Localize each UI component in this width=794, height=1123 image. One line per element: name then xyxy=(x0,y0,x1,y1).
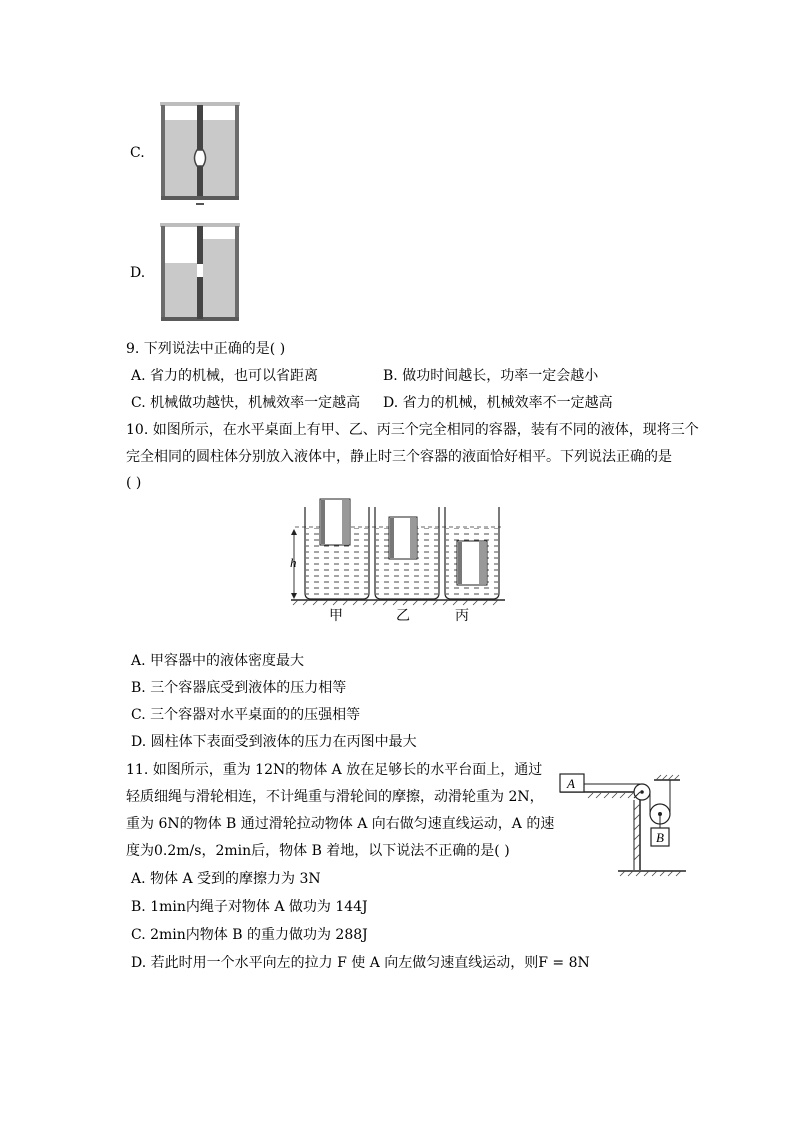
q11-stem-line4: 度为0.2m/s，2min后，物体 B 着地，以下说法不正确的是( ) xyxy=(126,843,510,859)
label-jia: 甲 xyxy=(329,608,343,624)
label-bing: 丙 xyxy=(455,608,469,624)
q10-option-a: A. 甲容器中的液体密度最大 xyxy=(131,653,305,669)
q8-option-c-label: C. xyxy=(130,145,145,161)
q10-stem-line3: ( ) xyxy=(126,475,142,491)
q10-option-c: C. 三个容器对水平桌面的的压强相等 xyxy=(131,707,361,723)
q8-option-d-label: D. xyxy=(130,265,146,281)
q11-option-b: B. 1min内绳子对物体 A 做功为 144J xyxy=(131,899,368,915)
q9-option-a: A. 省力的机械，也可以省距离 xyxy=(131,368,319,384)
q11-option-c: C. 2min内物体 B 的重力做功为 288J xyxy=(131,927,368,943)
q10-stem-line1: 10. 如图所示，在水平桌面上有甲、乙、丙三个完全相同的容器，装有不同的液体，现将三个 xyxy=(126,422,699,438)
h-label: h xyxy=(290,555,297,570)
q11-option-d: D. 若此时用一个水平向左的拉力 F 使 A 向左做匀速直线运动，则F = 8N xyxy=(131,955,590,971)
q11-pulley-figure xyxy=(558,770,690,878)
q9-option-d: D. 省力的机械，机械效率不一定越高 xyxy=(383,395,613,411)
q11-stem-line2: 轻质细绳与滑轮相连，不计绳重与滑轮间的摩擦，动滑轮重为 2N， xyxy=(126,789,544,805)
q10-stem-line2: 完全相同的圆柱体分别放入液体中，静止时三个容器的液面恰好相平。下列说法正确的是 xyxy=(126,449,672,465)
q11-stem-line1: 11. 如图所示，重为 12N的物体 A 放在足够长的水平台面上，通过 xyxy=(126,762,543,778)
q11-option-a: A. 物体 A 受到的摩擦力为 3N xyxy=(131,871,321,887)
q11-stem-line3: 重为 6N的物体 B 通过滑轮拉动物体 A 向右做匀速直线运动，A 的速 xyxy=(126,816,555,832)
q8-option-d-figure xyxy=(156,221,246,325)
label-yi: 乙 xyxy=(396,608,410,624)
block-b-label: B xyxy=(656,830,664,845)
q10-containers-figure xyxy=(283,495,513,630)
q10-option-d: D. 圆柱体下表面受到液体的压力在丙图中最大 xyxy=(131,734,417,750)
q9-stem: 9. 下列说法中正确的是( ) xyxy=(126,341,286,357)
q10-option-b: B. 三个容器底受到液体的压力相等 xyxy=(131,680,347,696)
q8-option-c-figure xyxy=(156,100,246,210)
block-a-label: A xyxy=(567,776,575,791)
q9-option-b: B. 做功时间越长，功率一定会越小 xyxy=(383,368,599,384)
q9-option-c: C. 机械做功越快，机械效率一定越高 xyxy=(131,395,361,411)
